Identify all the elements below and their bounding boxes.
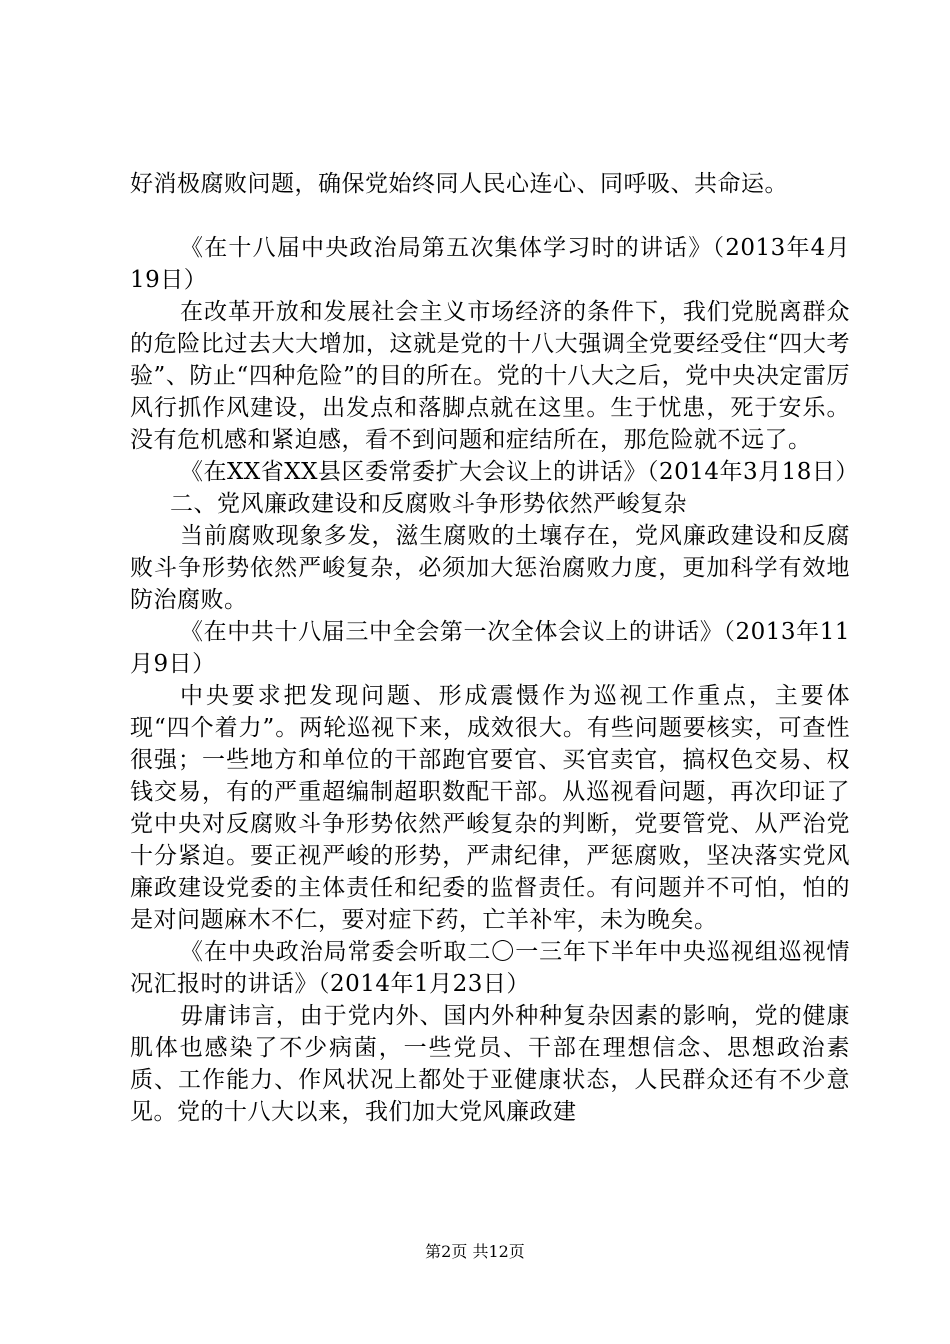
citation-source: 《在中共十八届三中全会第一次全体会议上的讲话》（2013年11月9日） [130,619,850,677]
page-number-footer: 第2页 共12页 [425,1242,525,1261]
paragraph-continuation: 好消极腐败问题，确保党始终同人民心连心、同呼吸、共命运。 [130,171,788,197]
citation-source: 《在中央政治局常委会听取二〇一三年下半年中央巡视组巡视情况汇报时的讲话》（2014年1月23日） [130,939,850,997]
paragraph: 毋庸讳言，由于党内外、国内外种种复杂因素的影响，党的健康肌体也感染了不少病菌，一些党员、干部在理想信念、思想政治素质、工作能力、作风状况上都处于亚健康状态，人民群众还有不少意见。党的十八大以来，我们加大党风廉政建 [130,1003,850,1125]
paragraph: 当前腐败现象多发，滋生腐败的土壤存在，党风廉政建设和反腐败斗争形势依然严峻复杂，必须加大惩治腐败力度，更加科学有效地防治腐败。 [130,523,850,613]
citation-source: 《在XX省XX县区委常委扩大会议上的讲话》（2014年3月18日） [180,459,859,485]
citation-source: 《在十八届中央政治局第五次集体学习时的讲话》（2013年4月19日） [130,235,850,293]
paragraph: 中央要求把发现问题、形成震慑作为巡视工作重点，主要体现“四个着力”。两轮巡视下来，成效很大。有些问题要核实，可查性很强；一些地方和单位的干部跑官要官、买官卖官，搞权色交易、权钱交易，有的严重超编制超职数配干部。从巡视看问题，再次印证了党中央对反腐败斗争形势依然严峻复杂的判断，党要管党、从严治党十分紧迫。要正视严峻的形势，严肃纪律，严惩腐败，坚决落实党风廉政建设党委的主体责任和纪委的监督责任。有问题并不可怕，怕的是对问题麻木不仁，要对症下药，亡羊补牢，未为晚矣。 [130,683,850,933]
paragraph: 在改革开放和发展社会主义市场经济的条件下，我们党脱离群众的危险比过去大大增加，这就是党的十八大强调全党要经受住“四大考验”、防止“四种危险”的目的所在。党的十八大之后，党中央决定雷厉风行抓作风建设，出发点和落脚点就在这里。生于忧患，死于安乐。没有危机感和紧迫感，看不到问题和症结所在，那危险就不远了。 [130,299,850,453]
section-heading: 二、党风廉政建设和反腐败斗争形势依然严峻复杂 [170,491,687,517]
document-body [130,168,859,1128]
